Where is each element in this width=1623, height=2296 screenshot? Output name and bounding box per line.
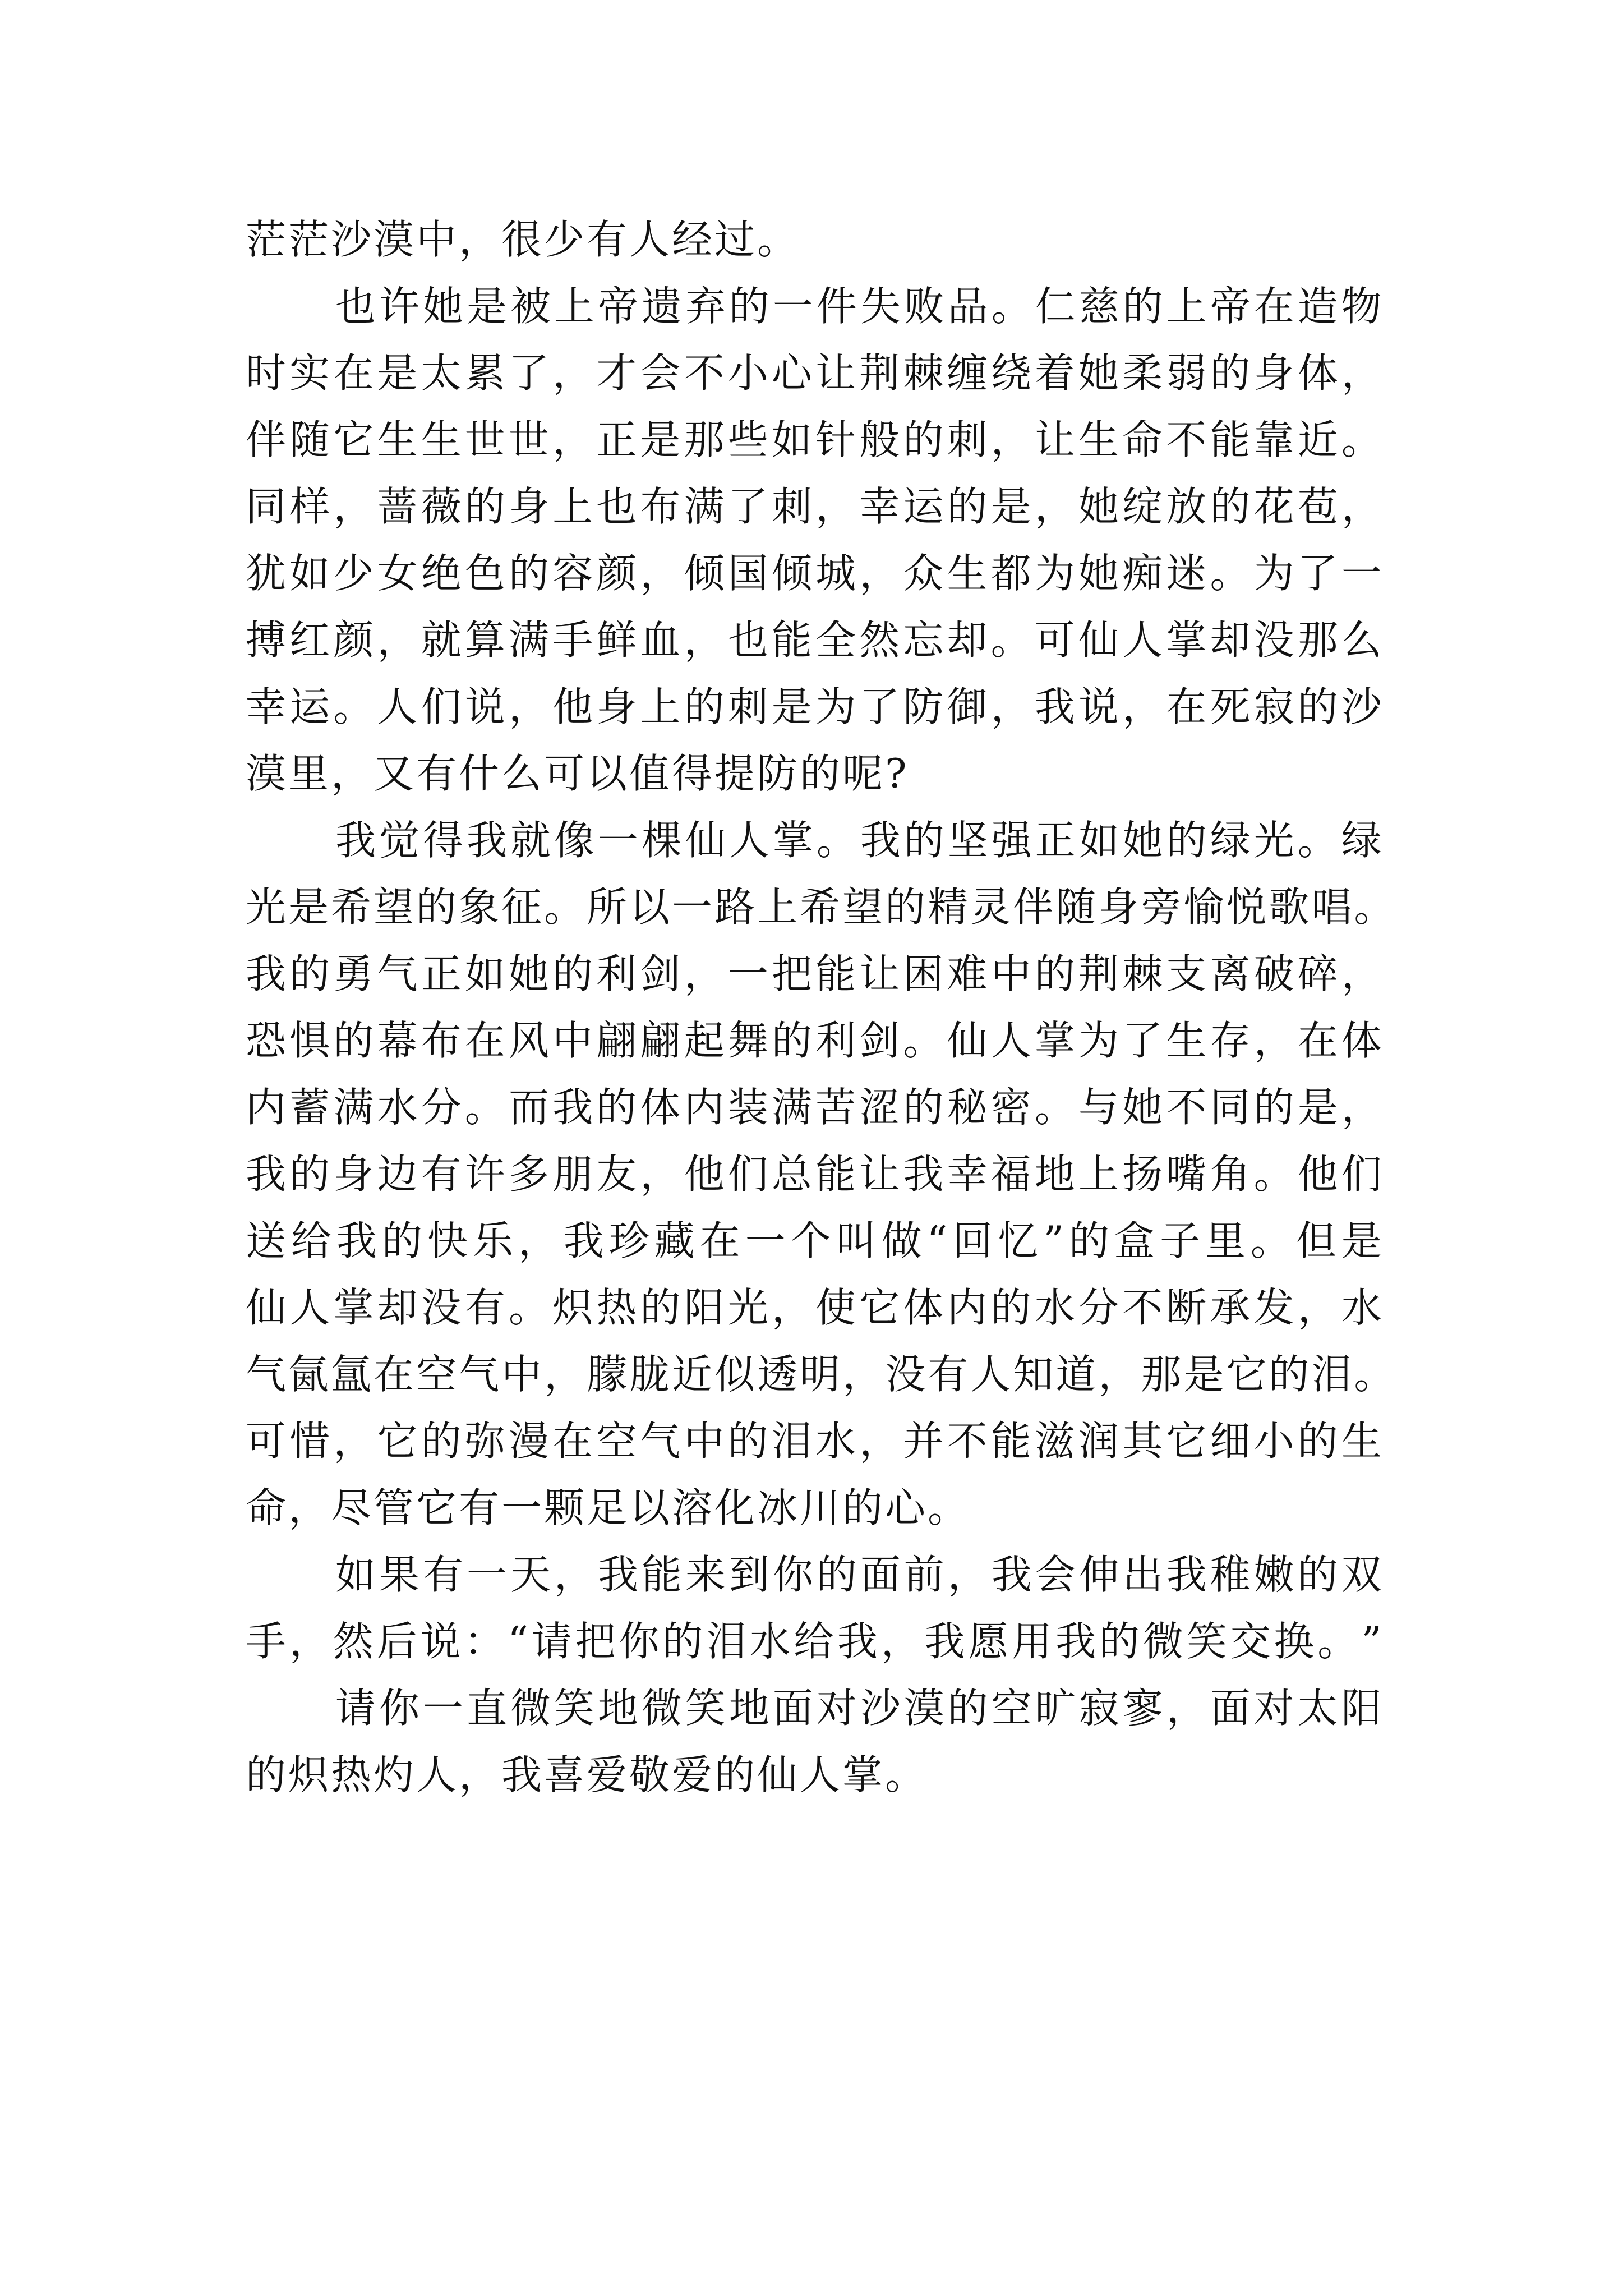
text-line: 内 蓄 满 水 分 。 而 我 的 体 内 装 满 苦 涩 的 秘 密 。 与 她 不 同 的 是 ， [246,1084,1384,1131]
text-line: 如 果 有 一 天 ， 我 能 来 到 你 的 面 前 ， 我 会 伸 出 我 稚 嫩 的 双 [335,1551,1384,1598]
text-line: 的炽热灼人，我喜爱敬爱的仙人掌。 [246,1751,928,1798]
text-line: 伴 随 它 生 生 世 世 ， 正 是 那 些 如 针 般 的 刺 ， 让 生 命 不 能 靠 近 。 [246,416,1384,463]
text-line: 光 是 希 望 的 象 征 。 所 以 一 路 上 希 望 的 精 灵 伴 随 身 旁 愉 悦 歌 唱 。 [246,884,1397,931]
text-line: 漠里，又有什么可以值得提防的呢? [246,750,909,797]
text-line: 我 的 身 边 有 许 多 朋 友 ， 他 们 总 能 让 我 幸 福 地 上 扬 嘴 角 。 他 们 [246,1151,1384,1198]
text-line: 搏 红 颜 ， 就 算 满 手 鲜 血 ， 也 能 全 然 忘 却 。 可 仙 人 掌 却 没 那 么 [246,616,1384,664]
text-line: 也 许 她 是 被 上 帝 遗 弃 的 一 件 失 败 品 。 仁 慈 的 上 帝 在 造 物 [335,283,1384,330]
text-line: 我 的 勇 气 正 如 她 的 利 剑 ， 一 把 能 让 困 难 中 的 荆 棘 支 离 破 碎 ， [246,950,1384,997]
essay-body [246,206,1397,1809]
text-line: 手 ， 然 后 说 ： “ 请 把 你 的 泪 水 给 我 ， 我 愿 用 我 的 微 笑 交 换 。 ” [246,1618,1384,1665]
text-line: 同 样 ， 蔷 薇 的 身 上 也 布 满 了 刺 ， 幸 运 的 是 ， 她 绽 放 的 花 苞 ， [246,483,1384,530]
text-line: 仙 人 掌 却 没 有 。 炽 热 的 阳 光 ， 使 它 体 内 的 水 分 不 断 承 发 ， 水 [246,1284,1384,1331]
text-line: 幸 运 。 人 们 说 ， 他 身 上 的 刺 是 为 了 防 御 ， 我 说 ， 在 死 寂 的 沙 [246,683,1384,730]
text-line: 请 你 一 直 微 笑 地 微 笑 地 面 对 沙 漠 的 空 旷 寂 寥 ， 面 对 太 阳 [335,1685,1384,1732]
text-line: 时 实 在 是 太 累 了 ， 才 会 不 小 心 让 荆 棘 缠 绕 着 她 柔 弱 的 身 体 ， [246,349,1384,397]
text-line: 茫茫沙漠中，很少有人经过。 [246,216,800,263]
text-line: 命，尽管它有一颗足以溶化冰川的心。 [246,1484,971,1531]
text-line: 我 觉 得 我 就 像 一 棵 仙 人 掌 。 我 的 坚 强 正 如 她 的 绿 光 。 绿 [335,817,1384,864]
text-line: 恐 惧 的 幕 布 在 风 中 翩 翩 起 舞 的 利 剑 。 仙 人 掌 为 了 生 存 ， 在 体 [246,1017,1384,1064]
text-line: 犹 如 少 女 绝 色 的 容 颜 ， 倾 国 倾 城 ， 众 生 都 为 她 痴 迷 。 为 了 一 [246,550,1384,597]
text-line: 送 给 我 的 快 乐 ， 我 珍 藏 在 一 个 叫 做 “ 回 忆 ” 的 盒 子 里 。 但 是 [246,1217,1384,1264]
text-line: 可 惜 ， 它 的 弥 漫 在 空 气 中 的 泪 水 ， 并 不 能 滋 润 其 它 细 小 的 生 [246,1418,1384,1465]
text-line: 气 氤 氲 在 空 气 中 ， 朦 胧 近 似 透 明 ， 没 有 人 知 道 ， 那 是 它 的 泪 。 [246,1351,1397,1398]
